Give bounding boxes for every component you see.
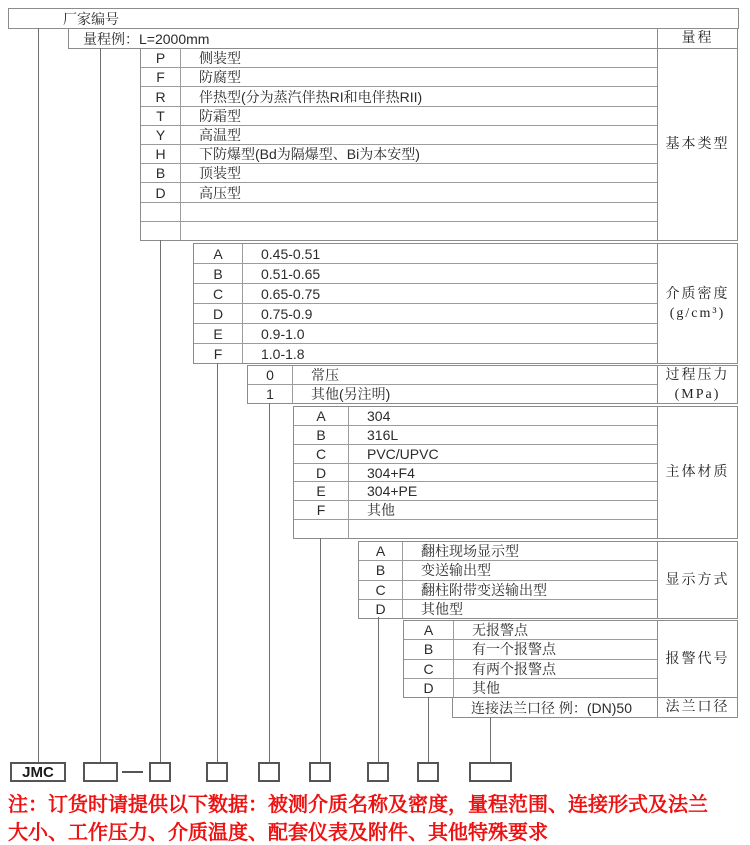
connector-line-material: [320, 538, 321, 763]
desc-cell: 防霜型: [199, 107, 241, 124]
code-cell: C: [294, 445, 349, 463]
table-row: [359, 542, 657, 560]
desc-cell: 高压型: [199, 184, 241, 201]
table-row: [194, 343, 657, 363]
code-cell: [141, 222, 181, 240]
table-row: [294, 519, 657, 538]
code-cell: [294, 520, 349, 538]
desc-cell: 变送输出型: [421, 562, 491, 579]
code-cell: A: [404, 621, 454, 639]
code-cell: E: [294, 482, 349, 500]
factory-number-label: 厂家编号: [63, 10, 119, 27]
code-box-density: [206, 762, 228, 782]
ordering-note-line2: 大小、工作压力、介质温度、配套仪表及附件、其他特殊要求: [8, 822, 548, 844]
code-cell: B: [141, 164, 181, 182]
table-row: [359, 580, 657, 599]
table-row: [294, 463, 657, 482]
model-prefix: JMC: [22, 763, 54, 781]
code-cell: D: [404, 679, 454, 697]
density-table: [193, 243, 658, 364]
alarm-table: [403, 620, 658, 698]
basic-type-label: 基本类型: [665, 137, 730, 152]
density-label: 介质密度: [665, 286, 730, 302]
desc-cell: 其他: [472, 679, 500, 696]
code-cell: Y: [141, 126, 181, 144]
material-table: [293, 406, 658, 539]
connector-line-pressure: [269, 403, 270, 763]
model-prefix-box: [10, 762, 66, 782]
flange-row: [452, 697, 658, 718]
flange-label-cell: [657, 697, 738, 718]
table-row: [359, 599, 657, 618]
code-box-display: [367, 762, 389, 782]
table-row: [404, 639, 657, 658]
basic-type-table: [140, 48, 658, 241]
code-cell: B: [194, 264, 243, 283]
range-example-text: 量程例：L=2000mm: [83, 30, 210, 47]
code-cell: B: [359, 561, 403, 579]
table-row: [294, 444, 657, 463]
table-row: [141, 163, 657, 182]
code-cell: D: [141, 183, 181, 201]
connector-line-density: [217, 363, 218, 763]
pressure-table: [247, 365, 658, 404]
desc-cell: 翻柱附带变送输出型: [421, 581, 547, 598]
desc-cell: 0.65-0.75: [261, 285, 321, 302]
desc-cell: [349, 520, 657, 538]
ordering-note-line1: 注：订货时请提供以下数据：被测介质名称及密度，量程范围、连接形式及法兰: [8, 794, 708, 816]
desc-cell: 高温型: [199, 126, 241, 143]
desc-cell: [181, 222, 657, 240]
alarm-label: 报警代号: [665, 651, 730, 667]
code-cell: F: [294, 501, 349, 519]
display-mode-label: 显示方式: [665, 572, 730, 588]
code-box-pressure: [258, 762, 280, 782]
table-row: [404, 678, 657, 697]
material-label-cell: [657, 406, 738, 539]
table-row: [248, 384, 657, 403]
table-row: [141, 125, 657, 144]
code-cell: D: [359, 600, 403, 618]
flange-label: 法兰口径: [665, 700, 730, 715]
desc-cell: 伴热型(分为蒸汽伴热RI和电伴热RII): [199, 88, 423, 105]
density-unit-label: (g/cm³): [669, 305, 726, 321]
display-mode-table: [358, 541, 658, 619]
code-cell: B: [294, 426, 349, 444]
code-cell: [141, 203, 181, 221]
desc-cell: 侧装型: [199, 50, 241, 67]
table-row: [194, 244, 657, 263]
desc-cell: 0.51-0.65: [261, 265, 321, 282]
table-row: [194, 323, 657, 343]
desc-cell: 无报警点: [472, 622, 528, 639]
table-row: [194, 303, 657, 323]
code-cell: D: [194, 304, 243, 323]
code-box-range: [83, 762, 118, 782]
table-row: [141, 86, 657, 105]
ordering-note: [8, 791, 748, 845]
table-row: [404, 659, 657, 678]
desc-cell: 其他: [367, 502, 395, 519]
code-cell: F: [141, 68, 181, 86]
code-box-flange: [469, 762, 512, 782]
desc-cell: 有两个报警点: [472, 660, 556, 677]
table-row: [141, 144, 657, 163]
code-cell: T: [141, 107, 181, 125]
code-cell: C: [404, 660, 454, 678]
table-row: [141, 182, 657, 201]
table-row: [248, 366, 657, 384]
connector-line-flange: [490, 717, 491, 763]
basic-type-label-cell: [657, 48, 738, 241]
density-label-cell: [657, 243, 738, 364]
desc-cell: 1.0-1.8: [261, 345, 305, 362]
pressure-label: 过程压力: [665, 367, 730, 383]
desc-cell: 0.75-0.9: [261, 305, 313, 322]
range-label-cell: [657, 28, 738, 49]
material-label: 主体材质: [665, 465, 730, 480]
code-cell: P: [141, 49, 181, 67]
code-cell: E: [194, 324, 243, 343]
code-cell: C: [359, 581, 403, 599]
desc-cell: 下防爆型(Bd为隔爆型、Bi为本安型): [199, 146, 420, 163]
table-row: [294, 500, 657, 519]
connector-line-factory: [38, 28, 39, 763]
table-row: [294, 425, 657, 444]
desc-cell: [181, 203, 657, 221]
table-row: [404, 621, 657, 639]
desc-cell: 0.9-1.0: [261, 325, 305, 342]
code-box-material: [309, 762, 331, 782]
connector-line-display: [378, 617, 379, 763]
factory-number-row: [8, 8, 739, 29]
desc-cell: 其他(另注明): [311, 386, 391, 402]
code-cell: A: [194, 244, 243, 263]
code-cell: H: [141, 145, 181, 163]
pressure-unit-label: (MPa): [674, 386, 721, 402]
desc-cell: 翻柱现场显示型: [421, 543, 519, 560]
connector-line-range: [100, 48, 101, 763]
desc-cell: 常压: [311, 367, 339, 383]
table-row: [141, 49, 657, 67]
table-row: [141, 106, 657, 125]
desc-cell: 防腐型: [199, 69, 241, 86]
code-cell: B: [404, 640, 454, 658]
code-cell: C: [194, 284, 243, 303]
code-cell: R: [141, 87, 181, 105]
code-cell: F: [194, 344, 243, 363]
table-row: [141, 221, 657, 240]
code-cell: 0: [248, 366, 293, 384]
desc-cell: 0.45-0.51: [261, 245, 321, 262]
flange-text: 连接法兰口径 例：(DN)50: [471, 699, 633, 716]
desc-cell: 304+PE: [367, 483, 418, 500]
dash-separator: [122, 771, 143, 773]
alarm-label-cell: [657, 620, 738, 698]
code-cell: D: [294, 464, 349, 482]
desc-cell: 304+F4: [367, 464, 415, 481]
range-row: [68, 28, 658, 49]
desc-cell: 有一个报警点: [472, 641, 556, 658]
table-row: [194, 283, 657, 303]
connector-line-alarm: [428, 697, 429, 763]
connector-line-basic-type: [160, 240, 161, 763]
table-row: [141, 67, 657, 86]
table-row: [359, 560, 657, 579]
code-cell: A: [359, 542, 403, 560]
display-mode-label-cell: [657, 541, 738, 619]
table-row: [294, 481, 657, 500]
desc-cell: 其他型: [421, 600, 463, 617]
code-box-basic-type: [149, 762, 171, 782]
table-row: [194, 263, 657, 283]
pressure-label-cell: [657, 365, 738, 404]
table-row: [141, 202, 657, 221]
desc-cell: 顶装型: [199, 165, 241, 182]
code-box-alarm: [417, 762, 439, 782]
table-row: [294, 407, 657, 425]
code-cell: A: [294, 407, 349, 425]
desc-cell: PVC/UPVC: [367, 445, 439, 462]
range-label: 量程: [681, 31, 714, 46]
desc-cell: 316L: [367, 426, 399, 443]
code-cell: 1: [248, 385, 293, 403]
desc-cell: 304: [367, 407, 391, 424]
